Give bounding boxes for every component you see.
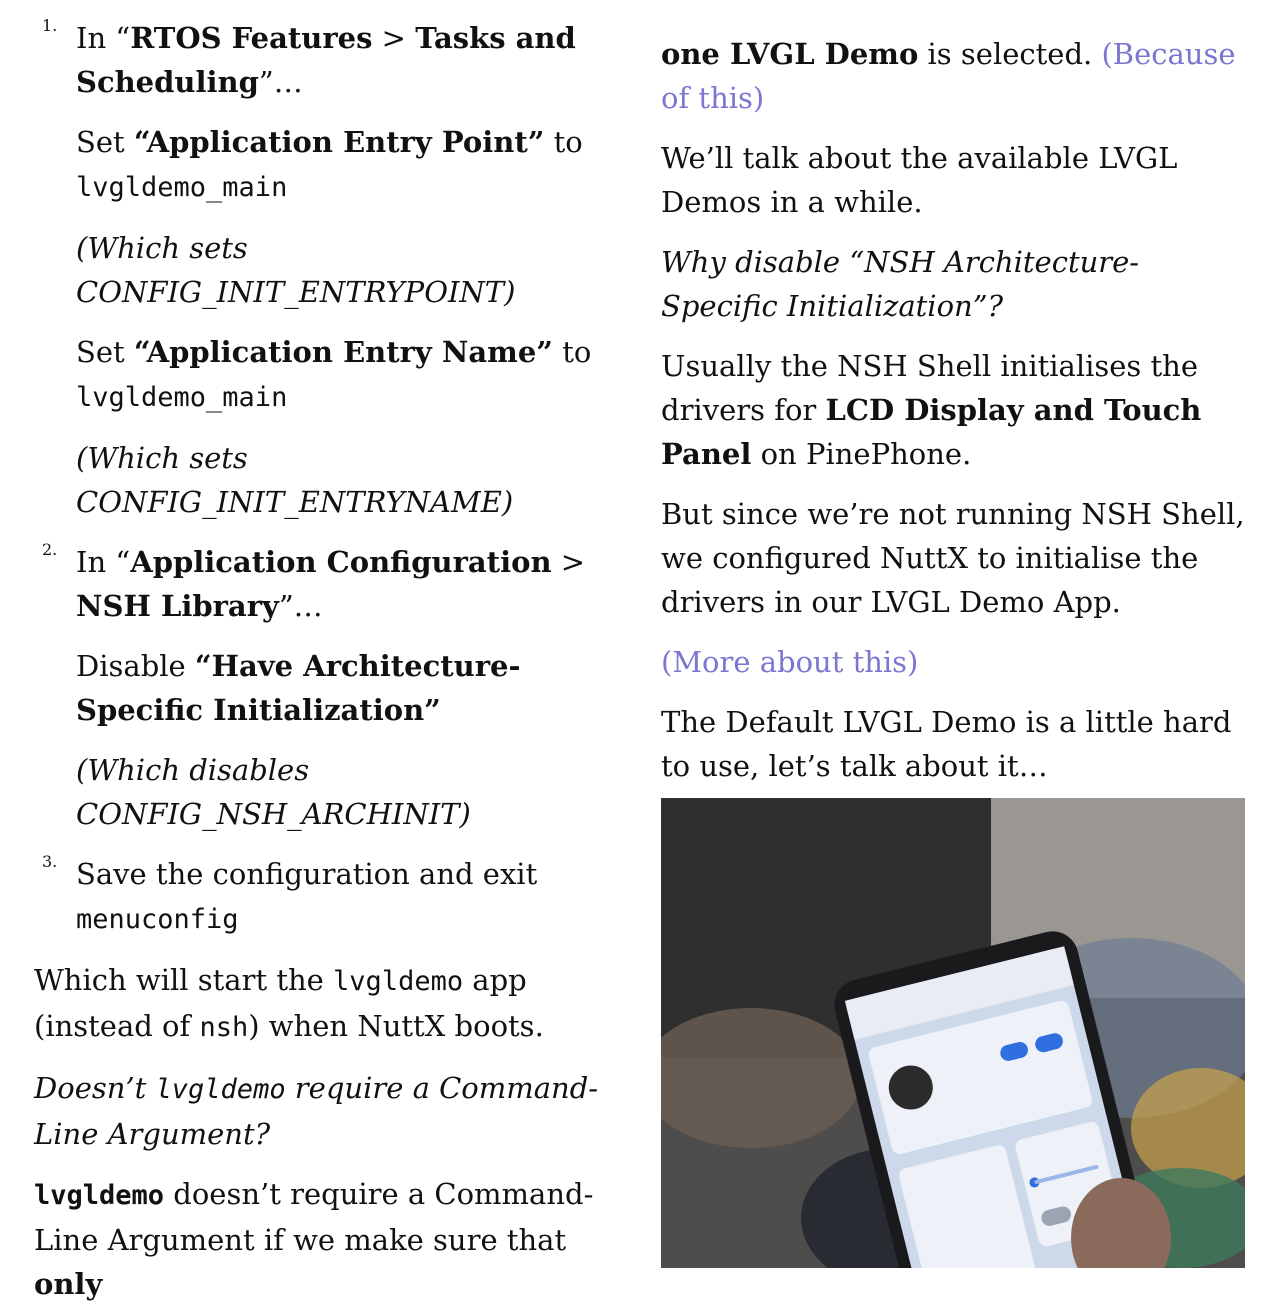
- inline-code: menuconfig: [76, 904, 239, 935]
- config-steps-list: [34, 16, 624, 942]
- inline-code: lvgldemo: [155, 1074, 286, 1105]
- inline-code: lvgldemo_main: [76, 172, 288, 203]
- body-paragraph: one LVGL Demo is selected. (Because of this): [661, 37, 1236, 115]
- body-paragraph: Which will start the lvgldemo app (instead of nsh) when NuttX boots.: [34, 963, 544, 1043]
- right-column: [661, 0, 1251, 788]
- inline-code: nsh: [199, 1012, 249, 1043]
- step-heading: In “RTOS Features > Tasks and Scheduling”…: [76, 21, 576, 99]
- photo-illustration: [661, 798, 1245, 1268]
- step-note: (Which sets CONFIG_INIT_ENTRYNAME): [76, 441, 514, 519]
- inline-code: lvgldemo_main: [76, 382, 288, 413]
- list-item: [34, 16, 624, 524]
- inline-code: lvgldemo: [34, 1180, 165, 1211]
- step-note: (Which disables CONFIG_NSH_ARCHINIT): [76, 753, 471, 831]
- body-paragraph: Usually the NSH Shell initialises the drivers for LCD Display and Touch Panel on PinePhone.: [661, 349, 1202, 471]
- question-heading: Why disable “NSH Architecture-Specific Initialization”?: [661, 245, 1140, 323]
- body-paragraph: But since we’re not running NSH Shell, we configured NuttX to initialise the drivers in our LVGL Demo App.: [661, 497, 1245, 619]
- more-about-this-link[interactable]: (More about this): [661, 645, 919, 679]
- step-instruction: Disable “Have Architecture-Specific Initialization”: [76, 649, 521, 727]
- left-column: [34, 0, 624, 1306]
- because-of-this-link[interactable]: (Because of this): [661, 37, 1236, 115]
- step-instruction: Set “Application Entry Name” to lvgldemo_main: [76, 335, 592, 413]
- list-number: 3.: [42, 852, 58, 871]
- body-paragraph: [661, 640, 1251, 684]
- step-note: (Which sets CONFIG_INIT_ENTRYPOINT): [76, 231, 516, 309]
- list-number: 1.: [42, 16, 58, 35]
- list-item: [34, 540, 624, 836]
- question-heading: Doesn’t lvgldemo require a Command-Line Argument?: [34, 1071, 599, 1151]
- pinephone-photo: [661, 798, 1245, 1268]
- step-heading: In “Application Configuration > NSH Library”…: [76, 545, 586, 623]
- list-number: 2.: [42, 540, 58, 559]
- step-instruction: Save the configuration and exit menuconfig: [76, 857, 538, 935]
- step-instruction: Set “Application Entry Point” to lvgldemo_main: [76, 125, 583, 203]
- list-item: [34, 852, 624, 942]
- body-paragraph: lvgldemo doesn’t require a Command-Line Argument if we make sure that only: [34, 1177, 594, 1301]
- body-paragraph: The Default LVGL Demo is a little hard to use, let’s talk about it…: [661, 705, 1232, 783]
- body-paragraph: We’ll talk about the available LVGL Demos in a while.: [661, 141, 1178, 219]
- inline-code: lvgldemo: [333, 966, 464, 997]
